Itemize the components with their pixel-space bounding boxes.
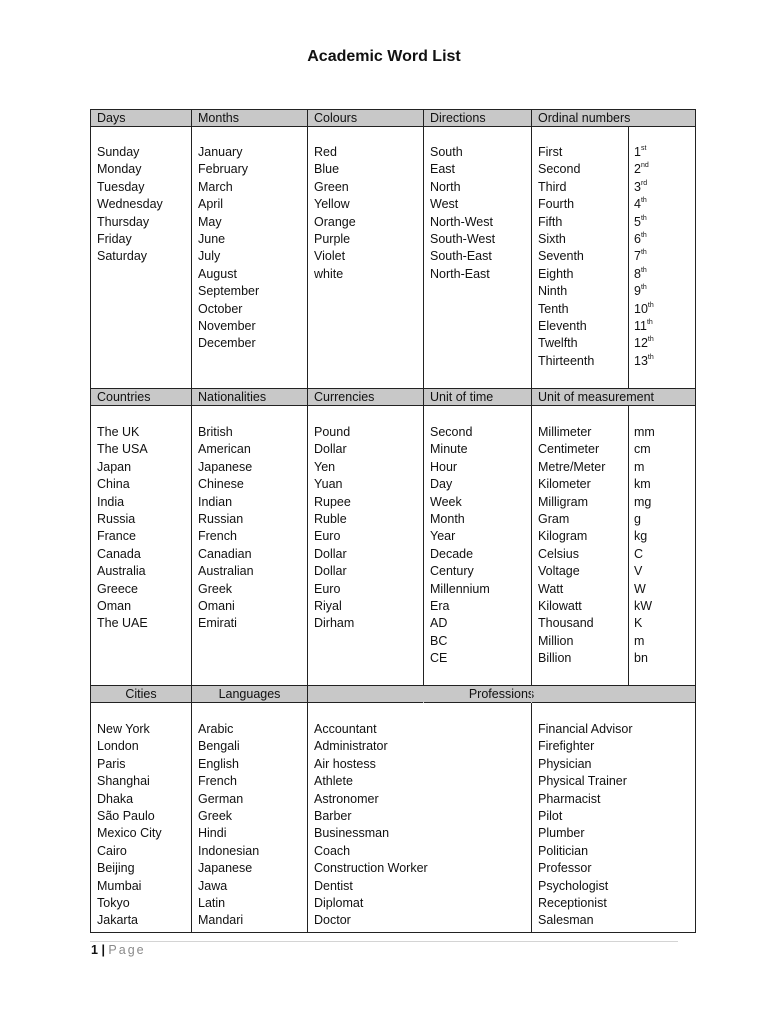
list-item: Pilot	[538, 808, 563, 823]
list-item: Indonesian	[198, 843, 260, 858]
list-item: mm	[634, 425, 655, 439]
ordinal-number: 9	[634, 284, 641, 299]
footer-rule	[90, 941, 678, 942]
merged-cell-cover	[423, 686, 424, 703]
list-item: Riyal	[314, 598, 342, 613]
list-item: South	[430, 145, 463, 159]
list-item: June	[198, 231, 226, 246]
header-cities: Cities	[125, 687, 157, 701]
list-item: Milligram	[538, 494, 588, 509]
list-item: Green	[314, 179, 349, 194]
column-divider	[531, 110, 532, 932]
ordinal-suffix: rd	[640, 179, 648, 187]
list-item: Athlete	[314, 774, 353, 789]
list-item: German	[198, 791, 244, 806]
list-item: December	[198, 336, 256, 351]
list-item: Cairo	[97, 843, 127, 858]
ordinal-suffix: th	[640, 231, 647, 239]
ordinal-suffix: th	[640, 266, 647, 274]
list-item: Indian	[198, 494, 233, 509]
list-item: South-West	[430, 231, 496, 246]
list-item: Japanese	[198, 459, 253, 474]
list-item: Accountant	[314, 722, 377, 736]
list-item: Dollar	[314, 442, 347, 457]
list-item: Third	[538, 179, 567, 194]
list-item: Coach	[314, 843, 351, 858]
list-item: North-East	[430, 266, 490, 281]
list-item: Russia	[97, 511, 136, 526]
list-item: British	[198, 425, 233, 439]
word-list-table	[90, 109, 696, 933]
list-item: North-West	[430, 214, 493, 229]
list-item: m	[634, 633, 645, 648]
list-item: Blue	[314, 162, 340, 177]
list-item	[634, 179, 654, 196]
units-of-measurement-list	[538, 424, 605, 667]
list-item: W	[634, 581, 646, 596]
list-item: Jawa	[198, 878, 228, 893]
list-item: Canada	[97, 546, 141, 561]
list-item: bn	[634, 651, 648, 666]
list-item: Voltage	[538, 564, 580, 579]
column-divider	[628, 127, 629, 388]
list-item: Pound	[314, 425, 351, 439]
list-item: February	[198, 162, 249, 177]
list-item: Seventh	[538, 249, 584, 264]
list-item	[634, 231, 654, 248]
list-item: November	[198, 318, 256, 333]
list-item: American	[198, 442, 251, 457]
list-item: Yen	[314, 459, 336, 474]
list-item	[634, 161, 654, 178]
list-item: Eighth	[538, 266, 574, 281]
list-item: Salesman	[538, 913, 594, 928]
list-item: Plumber	[538, 826, 585, 841]
list-item: AD	[430, 616, 448, 631]
list-item: Arabic	[198, 722, 234, 736]
list-item: Second	[430, 425, 473, 439]
column-divider	[191, 110, 192, 932]
header-directions: Directions	[430, 111, 486, 125]
list-item: July	[198, 249, 221, 264]
list-item: Fifth	[538, 214, 563, 229]
list-item: East	[430, 162, 456, 177]
list-item: Minute	[430, 442, 468, 457]
list-item	[634, 353, 654, 370]
ordinal-suffix: th	[640, 214, 647, 222]
list-item: Air hostess	[314, 756, 376, 771]
list-item: Mandari	[198, 913, 244, 928]
list-item	[634, 248, 654, 265]
list-item: Kilometer	[538, 477, 591, 492]
ordinal-number: 8	[634, 266, 641, 281]
list-item: April	[198, 197, 224, 212]
list-item: Chinese	[198, 477, 244, 492]
header-days: Days	[97, 111, 126, 125]
ordinal-suffix: th	[647, 336, 654, 344]
list-item: Wednesday	[97, 197, 163, 212]
list-item: mg	[634, 494, 652, 509]
header-professions: Professions	[468, 687, 535, 701]
list-item: India	[97, 494, 125, 509]
list-item: Eleventh	[538, 318, 587, 333]
list-item: London	[97, 739, 139, 754]
document-title: Academic Word List	[307, 48, 461, 65]
header-unit-of-time: Unit of time	[430, 390, 494, 404]
list-item: Kilogram	[538, 529, 588, 544]
list-item: Omani	[198, 598, 235, 613]
list-item: Century	[430, 564, 474, 579]
list-item: Thousand	[538, 616, 594, 631]
list-item: Oman	[97, 598, 132, 613]
list-item: Jakarta	[97, 913, 138, 928]
list-item: Greek	[198, 808, 233, 823]
list-item	[634, 301, 654, 318]
header-countries: Countries	[97, 390, 151, 404]
ordinal-number: 13	[634, 353, 648, 368]
list-item: The UAE	[97, 616, 148, 631]
list-item: Australian	[198, 564, 254, 579]
ordinal-suffix: th	[640, 284, 647, 292]
list-item: Ninth	[538, 284, 568, 299]
list-item: Million	[538, 633, 574, 648]
nationalities-list	[198, 424, 254, 633]
list-item: Psychologist	[538, 878, 609, 893]
list-item: Purple	[314, 231, 351, 246]
list-item: August	[198, 266, 237, 281]
ordinal-suffix: th	[647, 301, 654, 309]
countries-list	[97, 424, 148, 633]
list-item: Mexico City	[97, 826, 162, 841]
list-item: Sixth	[538, 231, 566, 246]
list-item: m	[634, 459, 645, 474]
ordinal-number: 2	[634, 162, 641, 177]
list-item: Greek	[198, 581, 233, 596]
list-item: Violet	[314, 249, 346, 264]
list-item	[634, 266, 654, 283]
list-item: Hour	[430, 459, 458, 474]
days-list	[97, 144, 163, 266]
header-colours: Colours	[314, 111, 358, 125]
months-list	[198, 144, 259, 353]
list-item: Rupee	[314, 494, 351, 509]
list-item: Dollar	[314, 564, 347, 579]
ordinal-suffix: th	[646, 318, 653, 326]
list-item	[634, 214, 654, 231]
list-item: Yellow	[314, 197, 350, 212]
list-item: Fourth	[538, 197, 575, 212]
list-item: Astronomer	[314, 791, 379, 806]
list-item: Decade	[430, 546, 474, 561]
list-item: Dhaka	[97, 791, 134, 806]
list-item: Emirati	[198, 616, 237, 631]
list-item: Shanghai	[97, 774, 150, 789]
list-item: V	[634, 564, 643, 579]
list-item: New York	[97, 722, 150, 736]
list-item: Month	[430, 511, 465, 526]
ordinal-number: 11	[634, 318, 647, 333]
list-item: Hindi	[198, 826, 227, 841]
list-item: Euro	[314, 581, 341, 596]
list-item: Diplomat	[314, 895, 364, 910]
colours-list	[314, 144, 356, 283]
list-item: Euro	[314, 529, 341, 544]
list-item: French	[198, 529, 237, 544]
list-item: Metre/Meter	[538, 459, 606, 474]
page-label: Page	[108, 943, 146, 957]
list-item: North	[430, 179, 461, 194]
list-item: Receptionist	[538, 895, 607, 910]
ordinal-number: 12	[634, 336, 648, 351]
merged-cell-cover	[531, 686, 532, 703]
list-item: Bengali	[198, 739, 240, 754]
ordinal-suffix: st	[640, 145, 647, 152]
list-item	[634, 196, 654, 213]
list-item: January	[198, 145, 243, 159]
list-item: Construction Worker	[314, 861, 428, 876]
ordinal-number: 10	[634, 301, 648, 316]
list-item: China	[97, 477, 130, 492]
list-item: kg	[634, 529, 648, 544]
list-item: BC	[430, 633, 448, 648]
list-item: Gram	[538, 511, 570, 526]
list-item: km	[634, 477, 651, 492]
unit-symbols-list	[634, 424, 655, 667]
list-item: cm	[634, 442, 651, 457]
list-item: Twelfth	[538, 336, 578, 351]
header-nationalities: Nationalities	[198, 390, 267, 404]
list-item: K	[634, 616, 643, 631]
list-item: Orange	[314, 214, 356, 229]
list-item: Yuan	[314, 477, 343, 492]
list-item: South-East	[430, 249, 492, 264]
list-item: Centimeter	[538, 442, 600, 457]
units-of-time-list	[430, 424, 490, 667]
list-item: Week	[430, 494, 462, 509]
header-languages: Languages	[218, 687, 281, 701]
list-item: Russian	[198, 511, 244, 526]
list-item: Tokyo	[97, 895, 130, 910]
list-item: May	[198, 214, 222, 229]
list-item: Australia	[97, 564, 146, 579]
list-item	[634, 283, 654, 300]
list-item: white	[314, 266, 344, 281]
list-item: West	[430, 197, 459, 212]
list-item: Red	[314, 145, 337, 159]
list-item: Pharmacist	[538, 791, 601, 806]
list-item: Monday	[97, 162, 142, 177]
list-item: Canadian	[198, 546, 252, 561]
list-item: Administrator	[314, 739, 388, 754]
list-item: Doctor	[314, 913, 351, 928]
ordinal-number: 5	[634, 214, 641, 229]
list-item: Day	[430, 477, 453, 492]
ordinal-words-list	[538, 144, 594, 370]
list-item: March	[198, 179, 233, 194]
list-item: Watt	[538, 581, 564, 596]
list-item: Billion	[538, 651, 572, 666]
list-item: Tenth	[538, 301, 569, 316]
list-item: Year	[430, 529, 456, 544]
list-item: Era	[430, 598, 450, 613]
languages-list	[198, 721, 259, 930]
ordinal-suffix: th	[640, 197, 647, 205]
ordinal-suffix: nd	[640, 162, 649, 170]
list-item: g	[634, 511, 641, 526]
list-item: Latin	[198, 895, 226, 910]
ordinal-number: 4	[634, 197, 641, 212]
cities-list	[97, 721, 162, 930]
professions-list-1	[314, 721, 428, 930]
header-currencies: Currencies	[314, 390, 375, 404]
column-divider	[628, 406, 629, 686]
list-item: Greece	[97, 581, 138, 596]
currencies-list	[314, 424, 354, 633]
list-item: Paris	[97, 756, 126, 771]
list-item: Barber	[314, 808, 352, 823]
list-item: The USA	[97, 442, 148, 457]
list-item: English	[198, 756, 239, 771]
list-item: Kilowatt	[538, 598, 582, 613]
list-item: September	[198, 284, 260, 299]
list-item: Saturday	[97, 249, 148, 264]
list-item: Thursday	[97, 214, 150, 229]
list-item: Ruble	[314, 511, 347, 526]
list-item: Tuesday	[97, 179, 145, 194]
list-item: Friday	[97, 231, 132, 246]
list-item: The UK	[97, 425, 140, 439]
ordinal-suffix: th	[640, 249, 647, 257]
list-item: Celsius	[538, 546, 579, 561]
ordinal-number: 7	[634, 249, 641, 264]
list-item	[634, 335, 654, 352]
list-item: Second	[538, 162, 581, 177]
list-item: Professor	[538, 861, 592, 876]
ordinal-number: 6	[634, 231, 641, 246]
list-item: October	[198, 301, 243, 316]
list-item: Firefighter	[538, 739, 595, 754]
list-item: First	[538, 145, 563, 159]
professions-list-2	[538, 721, 633, 930]
list-item: French	[198, 774, 237, 789]
list-item: Japan	[97, 459, 132, 474]
list-item	[634, 318, 654, 335]
list-item: Mumbai	[97, 878, 142, 893]
column-divider	[423, 110, 424, 686]
list-item: Politician	[538, 843, 589, 858]
list-item: kW	[634, 598, 653, 613]
list-item: São Paulo	[97, 808, 155, 823]
footer-separator: |	[101, 943, 105, 957]
list-item: Sunday	[97, 145, 140, 159]
header-months: Months	[198, 111, 239, 125]
list-item: Dentist	[314, 878, 353, 893]
list-item: France	[97, 529, 136, 544]
page-footer	[91, 943, 146, 957]
list-item: Japanese	[198, 861, 253, 876]
list-item: CE	[430, 651, 448, 666]
list-item: Financial Advisor	[538, 722, 633, 736]
list-item: Businessman	[314, 826, 390, 841]
list-item: Thirteenth	[538, 353, 595, 368]
directions-list	[430, 144, 495, 283]
ordinal-number: 3	[634, 179, 641, 194]
ordinal-numbers-list	[634, 144, 654, 370]
ordinal-suffix: th	[647, 353, 654, 361]
list-item: Physician	[538, 756, 592, 771]
list-item: Millimeter	[538, 425, 592, 439]
header-ordinal-numbers: Ordinal numbers	[538, 111, 631, 125]
list-item: Physical Trainer	[538, 774, 627, 789]
list-item: Dollar	[314, 546, 347, 561]
page-number: 1	[91, 943, 98, 957]
ordinal-number: 1	[634, 145, 641, 159]
list-item: Beijing	[97, 861, 135, 876]
list-item	[634, 144, 654, 161]
list-item: Millennium	[430, 581, 490, 596]
header-unit-of-measurement: Unit of measurement	[538, 390, 655, 404]
list-item: Dirham	[314, 616, 355, 631]
list-item: C	[634, 546, 644, 561]
column-divider	[307, 110, 308, 932]
